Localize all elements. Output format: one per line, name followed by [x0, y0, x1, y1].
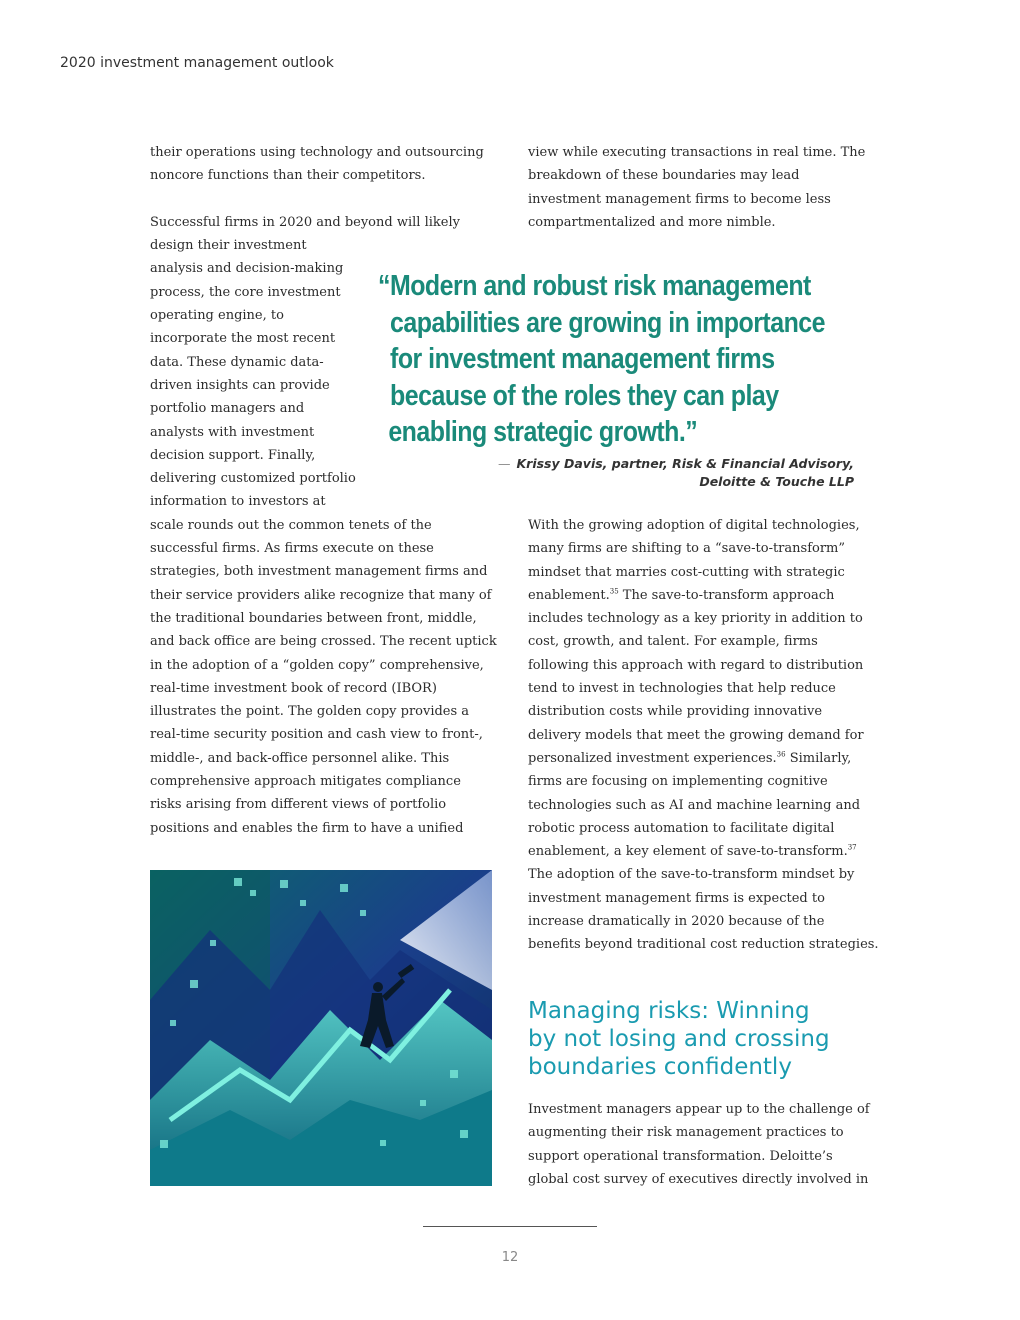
running-header: 2020 investment management outlook: [60, 55, 334, 71]
text-line: tend to invest in technologies that help reduce: [528, 681, 836, 697]
text-line: investment management firms to become less: [528, 191, 831, 207]
pull-quote-attribution: [498, 455, 854, 491]
text-line: following this approach with regard to distribution: [528, 657, 864, 673]
text-line: mindset that marries cost-cutting with strategic: [528, 564, 845, 580]
text-line: operating engine, to: [150, 308, 284, 324]
text-line: noncore functions than their competitors.: [150, 168, 426, 184]
text-line: technologies such as AI and machine learning and: [528, 797, 861, 813]
text-line: augmenting their risk management practices to: [528, 1125, 844, 1141]
paragraph-gap: [150, 188, 495, 211]
text-line: support operational transformation. Deloitte’s: [528, 1148, 833, 1164]
text-line: view while executing transactions in real time. The: [528, 145, 866, 160]
text-line: their service providers alike recognize that many of: [150, 587, 492, 603]
text-line: increase dramatically in 2020 because of the: [528, 914, 825, 930]
pull-quote-line: enabling strategic growth.”: [388, 416, 698, 449]
text-line: cost, growth, and talent. For example, firms: [528, 634, 818, 650]
attribution-name: Krissy Davis, partner, Risk & Financial Advisory,: [516, 456, 854, 471]
attribution-dash: —: [497, 456, 511, 471]
text-fragment: The save-to-transform approach: [618, 587, 835, 603]
text-line: real-time security position and cash view to front-,: [150, 727, 483, 743]
text-line: and back office are being crossed. The recent uptick: [150, 634, 497, 650]
heading-line: Managing risks: Winning: [528, 998, 810, 1024]
right-column-top: [528, 141, 873, 234]
footer-rule: [423, 1226, 597, 1227]
text-line: breakdown of these boundaries may lead: [528, 168, 800, 184]
text-line: positions and enables the firm to have a unified: [150, 820, 464, 836]
attribution-company: Deloitte & Touche LLP: [699, 474, 854, 489]
text-line: [528, 747, 878, 770]
right-column-main: [528, 514, 878, 957]
text-line: analysis and decision-making: [150, 261, 344, 277]
text-line: delivering customized portfolio: [150, 471, 356, 487]
text-line: robotic process automation to facilitate digital: [528, 820, 835, 836]
pull-quote-line: “Modern and robust risk management: [378, 270, 811, 302]
heading-line: boundaries confidently: [528, 1054, 792, 1080]
text-line: [528, 840, 878, 863]
pull-quote: [378, 268, 868, 451]
text-line: analysts with investment: [150, 424, 315, 440]
heading-line: by not losing and crossing: [528, 1026, 830, 1052]
text-line: includes technology as a key priority in addition to: [528, 611, 863, 627]
section-heading: [528, 997, 830, 1081]
text-line: process, the core investment: [150, 284, 341, 300]
text-line: strategies, both investment management firms and: [150, 564, 488, 580]
text-line: data. These dynamic data-: [150, 354, 324, 370]
text-line: distribution costs while providing innovative: [528, 704, 823, 720]
section-body: [528, 1098, 878, 1191]
text-line: scale rounds out the common tenets of the: [150, 517, 432, 533]
text-line: middle-, and back-office personnel alike. This: [150, 750, 450, 766]
text-line: information to investors at: [150, 494, 326, 510]
text-line: successful firms. As firms execute on these: [150, 541, 434, 557]
text-line: design their investment: [150, 238, 307, 254]
text-line: compartmentalized and more nimble.: [528, 214, 776, 230]
text-line: portfolio managers and: [150, 401, 305, 417]
text-line: Successful firms in 2020 and beyond will likely: [150, 214, 460, 230]
text-line: decision support. Finally,: [150, 447, 316, 463]
pull-quote-line: because of the roles they can play: [390, 379, 779, 412]
text-line: real-time investment book of record (IBOR): [150, 680, 437, 696]
text-line: benefits beyond traditional cost reduction strategies.: [528, 937, 879, 953]
text-line: their operations using technology and outsourcing: [150, 145, 484, 160]
footnote-ref: 35: [609, 587, 619, 596]
text-fragment: enablement, a key element of save-to-transform.: [528, 844, 848, 860]
text-line: driven insights can provide: [150, 377, 330, 393]
text-line: [528, 584, 878, 607]
text-line: the traditional boundaries between front, middle,: [150, 610, 477, 626]
text-line: Investment managers appear up to the challenge of: [528, 1102, 870, 1117]
text-line: incorporate the most recent: [150, 331, 336, 347]
text-fragment: personalized investment experiences.: [528, 750, 777, 766]
page-number: 12: [501, 1250, 519, 1265]
text-fragment: Similarly,: [785, 750, 852, 766]
text-line: illustrates the point. The golden copy provides a: [150, 704, 470, 720]
text-line: in the adoption of a “golden copy” comprehensive,: [150, 657, 484, 673]
climber-illustration: [150, 870, 492, 1186]
text-line: many firms are shifting to a “save-to-transform”: [528, 541, 846, 557]
pull-quote-line: for investment management firms: [390, 343, 775, 376]
text-line: firms are focusing on implementing cognitive: [528, 774, 828, 790]
text-line: risks arising from different views of portfolio: [150, 797, 447, 813]
footnote-ref: 37: [847, 843, 857, 852]
text-line: comprehensive approach mitigates compliance: [150, 774, 461, 790]
pull-quote-line: capabilities are growing in importance: [390, 306, 826, 339]
text-line: The adoption of the save-to-transform mindset by: [528, 867, 855, 883]
text-line: delivery models that meet the growing demand for: [528, 727, 864, 743]
left-column: [150, 141, 495, 840]
text-line: investment management firms is expected to: [528, 890, 825, 906]
text-fragment: enablement.: [528, 587, 610, 603]
text-line: With the growing adoption of digital technologies,: [528, 518, 860, 533]
footnote-ref: 36: [776, 750, 786, 759]
text-line: global cost survey of executives directly involved in: [528, 1171, 869, 1187]
